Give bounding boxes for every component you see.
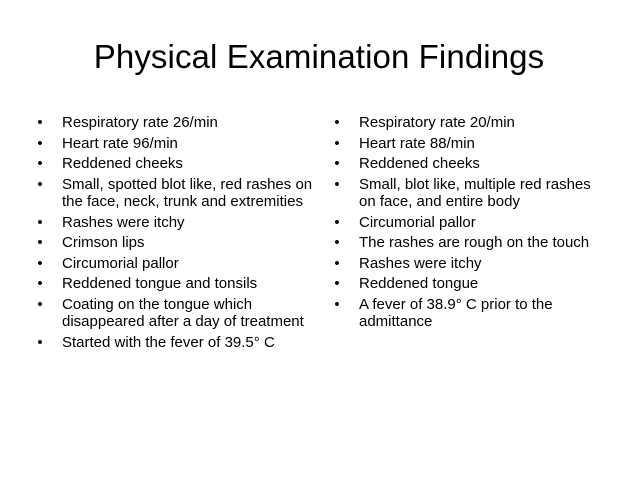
list-item xyxy=(34,114,314,132)
bullet-icon: • xyxy=(37,114,43,131)
list-item xyxy=(34,135,314,153)
list-item-text: The rashes are rough on the touch xyxy=(359,234,590,251)
list-item xyxy=(34,234,314,252)
bullet-icon: • xyxy=(334,155,340,172)
list-item xyxy=(331,234,611,252)
list-item-text: Coating on the tongue which disappeared after a day of treatment xyxy=(62,295,304,330)
bullet-icon: • xyxy=(37,213,43,231)
list-item xyxy=(331,114,611,132)
list-item-text: Rashes were itchy xyxy=(62,213,185,231)
list-item-text: Reddened tongue and tonsils xyxy=(62,275,258,292)
list-item-text: Crimson lips xyxy=(62,234,145,251)
list-item-text: Respiratory rate 20/min xyxy=(359,114,515,131)
list-item xyxy=(331,296,611,331)
list-item xyxy=(34,214,314,232)
list-item xyxy=(34,296,314,331)
list-item xyxy=(34,255,314,273)
bullet-icon: • xyxy=(334,275,340,292)
list-item xyxy=(34,155,314,173)
list-item-text: Small, blot like, multiple red rashes on face, and entire body xyxy=(359,175,591,210)
left-findings-list xyxy=(34,114,314,354)
bullet-icon: • xyxy=(334,254,340,272)
list-item xyxy=(34,334,314,352)
list-item xyxy=(34,176,314,211)
list-item-text: Circumorial pallor xyxy=(62,254,179,272)
bullet-icon: • xyxy=(334,134,340,152)
list-item-text: Circumorial pallor xyxy=(359,213,476,231)
list-item-text: Small, spotted blot like, red rashes on the face, neck, trunk and extremities xyxy=(62,175,313,210)
bullet-icon: • xyxy=(37,175,43,193)
bullet-icon: • xyxy=(37,275,43,292)
bullet-icon: • xyxy=(37,134,43,152)
list-item xyxy=(331,176,611,211)
bullet-icon: • xyxy=(334,213,340,231)
bullet-icon: • xyxy=(334,234,340,251)
slide-title: Physical Examination Findings xyxy=(93,38,545,75)
bullet-icon: • xyxy=(37,254,43,272)
list-item-text: Reddened cheeks xyxy=(62,155,183,172)
list-item xyxy=(331,275,611,293)
bullet-icon: • xyxy=(37,295,43,313)
list-item xyxy=(331,155,611,173)
list-item-text: Reddened cheeks xyxy=(359,155,480,172)
list-item-text: Reddened tongue xyxy=(359,275,479,292)
bullet-icon: • xyxy=(334,295,340,313)
right-findings-list xyxy=(331,114,611,334)
list-item xyxy=(331,255,611,273)
list-item-text: A fever of 38.9° C prior to the admittance xyxy=(359,295,553,330)
bullet-icon: • xyxy=(37,155,43,172)
list-item-text: Respiratory rate 26/min xyxy=(62,114,218,131)
list-item xyxy=(331,135,611,153)
list-item-text: Heart rate 88/min xyxy=(359,134,475,152)
list-item xyxy=(331,214,611,232)
list-item xyxy=(34,275,314,293)
bullet-icon: • xyxy=(37,333,43,351)
bullet-icon: • xyxy=(334,114,340,131)
bullet-icon: • xyxy=(37,234,43,251)
list-item-text: Heart rate 96/min xyxy=(62,134,178,152)
list-item-text: Started with the fever of 39.5° C xyxy=(62,333,275,351)
bullet-icon: • xyxy=(334,175,340,193)
list-item-text: Rashes were itchy xyxy=(359,254,482,272)
